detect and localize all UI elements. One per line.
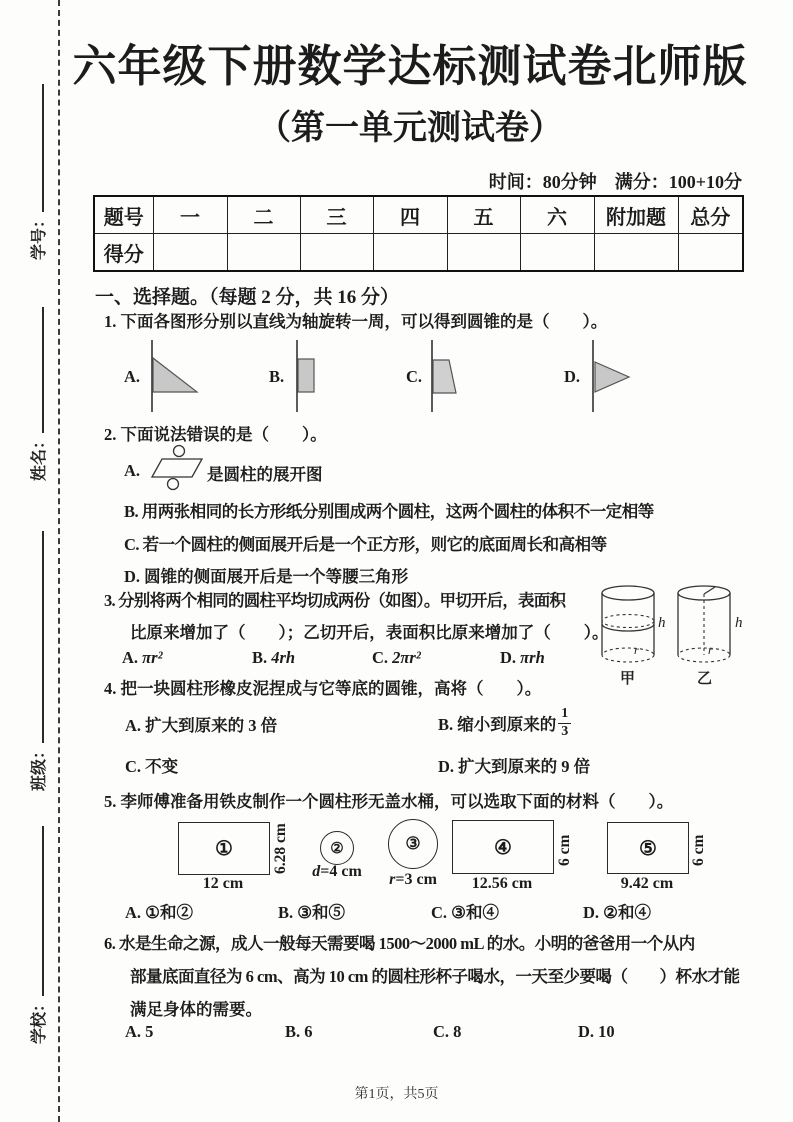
q5-material-1-width: 12 cm [202,875,244,892]
q4-option-c: C. 不变 [125,757,179,776]
fraction-denominator: 3 [558,723,571,740]
q2-option-a-letter: A. [124,461,141,480]
q1-option-a-label: A. [124,367,141,386]
q3-figure-h-label-right: h [735,615,743,631]
question-3-text-line2: 比原来增加了（ ）；乙切开后，表面积比原来增加了（ ）。 [130,623,609,642]
q3-figure-r-label-left: r [634,643,639,657]
q3-figure-r-label-right: r [708,643,713,657]
col-question-no: 题号 [94,196,153,234]
q3-cylinders-figure [598,583,750,687]
q5-material-5-number: ⑤ [639,837,657,860]
paper-subtitle: （第一单元测试卷） [257,110,563,147]
score-cell [447,234,520,272]
q1-option-b-label: B. [269,367,285,386]
q3-option-a [122,648,163,668]
score-cell [373,234,447,272]
q1-option-c-label: C. [406,367,423,386]
score-cell [227,234,300,272]
score-cell [678,234,743,272]
col-total: 总分 [678,196,743,234]
score-table-header-row [94,196,743,234]
q3-figure-h-label-left: h [658,615,666,631]
question-6-text-line2: 部量底面直径为 6 cm、高为 10 cm 的圆柱形杯子喝水，一天至少要喝（ ）杯水才能 [130,967,740,986]
q5-option-a: A. ①和② [125,903,193,922]
col-part-2: 二 [227,196,300,234]
q6-option-b: B. 6 [285,1022,313,1041]
q3-figure-yi-label: 乙 [697,671,713,687]
q5-material-1-number: ① [215,838,233,860]
q5-option-d: D. ②和④ [583,903,651,922]
q5-material-2-var: d [312,863,321,880]
q3-option-b [252,648,295,668]
q5-material-2-number: ② [330,840,344,857]
score-cell [153,234,227,272]
col-part-1: 一 [153,196,227,234]
question-1-text: 1. 下面各图形分别以直线为轴旋转一周，可以得到圆锥的是（ ）。 [104,312,608,331]
dashed-margin-line [58,0,60,1122]
q2-option-c: C. 若一个圆柱的侧面展开后是一个正方形，则它的底面周长和高相等 [124,535,607,554]
score-table [93,195,744,272]
q5-material-3-number: ③ [405,834,421,853]
q5-material-4-width: 12.56 cm [471,875,533,892]
q5-material-3-circle [388,819,438,869]
school-label: 学校： [31,995,48,1044]
q2-option-d: D. 圆锥的侧面展开后是一个等腰三角形 [124,567,409,586]
student-id-field [26,84,49,260]
q1-shape-b-rectangle [293,340,321,412]
col-part-4: 四 [373,196,447,234]
q3-option-a-letter: A. [122,648,139,667]
q3-option-c [372,648,421,668]
q5-material-1-height: 6.28 cm [272,823,289,874]
q3-option-d [500,648,545,668]
q2-option-a-text: 是圆柱的展开图 [207,465,323,484]
q5-material-3-rest: =3 cm [395,871,437,888]
time-fullscore-info: 时间：80分钟 满分：100+10分 [488,172,742,192]
question-6-text-line1: 6. 水是生命之源，成人一般每天需要喝 1500～2000 mL 的水。小明的爸爸用一个从内 [104,934,695,953]
q5-material-2-label [303,863,371,881]
score-row-label: 得分 [94,234,153,272]
q5-material-4-number: ④ [494,836,512,859]
question-2-text: 2. 下面说法错误的是（ ）。 [104,425,327,444]
question-5-text: 5. 李师傅准备用铁皮制作一个圆柱形无盖水桶，可以选取下面的材料（ ）。 [104,792,674,811]
student-id-label: 学号： [31,211,48,260]
student-name-blank [30,307,44,433]
q4-option-b [438,702,571,744]
question-6-text-line3: 满足身体的需要。 [130,1000,262,1019]
student-id-blank [30,84,44,212]
student-name-field [26,307,49,481]
q3-option-b-formula: 4rh [271,648,296,667]
student-name-label: 姓名： [31,432,48,481]
q3-figure-jia-label: 甲 [620,671,636,687]
q3-option-d-formula: πrh [520,648,545,667]
q4-option-b-fraction [558,706,571,739]
score-cell [300,234,373,272]
school-field [26,826,49,1044]
q6-option-c: C. 8 [433,1022,462,1041]
school-blank [30,826,44,996]
q5-option-b: B. ③和⑤ [278,903,346,922]
q3-option-b-letter: B. [252,648,268,667]
q2-option-b: B. 用两张相同的长方形纸分别围成两个圆柱，这两个圆柱的体积不一定相等 [124,502,654,521]
paper-title: 六年级下册数学达标测试卷北师版 [72,42,748,91]
q1-shape-d-triangle [589,340,635,412]
score-cell [520,234,594,272]
q4-option-b-prefix: B. 缩小到原来的 [438,715,557,734]
q5-material-3-label [381,871,445,889]
col-part-3: 三 [300,196,373,234]
col-part-5: 五 [447,196,520,234]
q4-option-a: A. 扩大到原来的 3 倍 [125,716,278,735]
q5-material-4-height: 6 cm [556,834,573,866]
class-blank [30,531,44,743]
q6-option-a: A. 5 [125,1022,154,1041]
q3-option-c-letter: C. [372,648,389,667]
question-3-text-line1: 3. 分别将两个相同的圆柱平均切成两份（如图）。甲切开后，表面积 [104,591,566,610]
q5-material-5-rect [607,822,689,874]
q5-option-c: C. ③和④ [431,903,499,922]
score-cell [594,234,678,272]
q1-shape-c-trapezoid [428,340,462,412]
col-bonus: 附加题 [594,196,678,234]
class-field [26,531,49,791]
q5-material-5-height: 6 cm [690,834,707,866]
q5-material-3-var: r [389,871,396,888]
q5-material-2-rest: =4 cm [320,863,362,880]
col-part-6: 六 [520,196,594,234]
q1-shape-a-right-triangle [148,340,204,412]
score-table-score-row [94,234,743,272]
q1-option-d-label: D. [564,367,581,386]
q5-material-5-width: 9.42 cm [620,875,674,892]
q5-material-1-rect [178,822,270,875]
q6-option-d: D. 10 [578,1022,615,1041]
q5-material-4-rect [452,820,554,874]
q3-option-d-letter: D. [500,648,517,667]
class-label: 班级： [31,742,48,791]
q2-cylinder-net-figure [152,443,204,493]
page-number-footer: 第1页，共5页 [354,1087,439,1102]
q5-material-2-circle [320,831,354,865]
q3-option-a-formula: πr² [142,648,163,667]
fraction-numerator: 1 [561,706,569,722]
q4-option-d: D. 扩大到原来的 9 倍 [438,757,591,776]
q3-option-c-formula: 2πr² [392,648,421,667]
section-1-heading: 一、选择题。（每题 2 分，共 16 分） [95,287,400,308]
question-4-text: 4. 把一块圆柱形橡皮泥捏成与它等底的圆锥，高将（ ）。 [104,679,542,698]
